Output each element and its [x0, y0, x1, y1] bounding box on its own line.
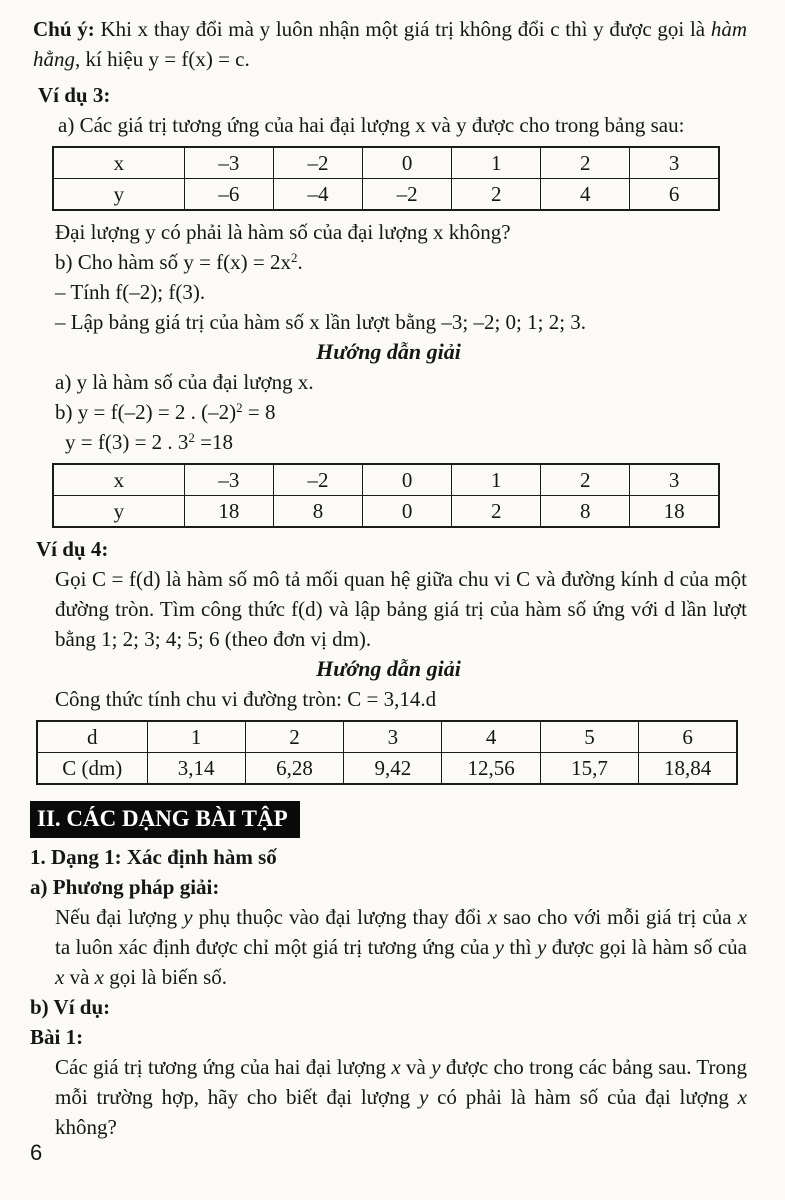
table-cell: 6,28	[245, 753, 343, 785]
note-paragraph: Chú ý: Khi x thay đổi mà y luôn nhận một giá trị không đổi c thì y được gọi là hàm hằng, kí hiệu y = f(x) = c.	[33, 17, 747, 71]
example3-question: Đại lượng y có phải là hàm số của đại lượng x không?	[55, 220, 511, 244]
method-paragraph: Nếu đại lượng y phụ thuộc vào đại lượng thay đổi x sao cho với mỗi giá trị của x ta luôn xác định được chỉ một giá trị tương ứng của y thì y được gọi là hàm số của x và x gọi là biến số.	[55, 905, 747, 989]
bai1-heading: Bài 1:	[30, 1025, 84, 1049]
solution-a: a) y là hàm số của đại lượng x.	[55, 370, 314, 394]
table-row	[53, 179, 719, 211]
table-cell: x	[53, 147, 184, 179]
table-cell: 2	[541, 147, 630, 179]
table-cell: 3	[344, 721, 442, 753]
table-xy-given	[52, 146, 720, 211]
table-row	[37, 753, 737, 785]
table-cell: 8	[541, 496, 630, 528]
page-number: 6	[30, 1140, 43, 1165]
table-cell: –3	[184, 464, 273, 496]
table-cell: –4	[273, 179, 362, 211]
table-cell: C (dm)	[37, 753, 147, 785]
solution-heading-2: Hướng dẫn giải	[316, 656, 461, 681]
table-d-c	[36, 720, 738, 785]
table-cell: 18	[630, 496, 719, 528]
table-cell: –6	[184, 179, 273, 211]
example3-part-b: b) Cho hàm số $y = f(x) = 2x^2$.	[55, 250, 303, 274]
example4-body: Gọi C = f(d) là hàm số mô tả mối quan hệ giữa chu vi C và đường kính d của một đường tròn. Tìm công thức f(d) và lập bảng giá trị của hàm số ứng với d lần lượt bằng 1; 2; 3; 4; 5; 6 (theo đơn vị dm).	[55, 567, 747, 651]
table-cell: 1	[147, 721, 245, 753]
table-cell: 2	[541, 464, 630, 496]
circumference-formula: Công thức tính chu vi đường tròn: C = 3,14.d	[55, 687, 437, 711]
table-cell: 6	[630, 179, 719, 211]
table-cell: x	[53, 464, 184, 496]
table-cell: 0	[363, 147, 452, 179]
table-cell: 4	[442, 721, 540, 753]
table-cell: 2	[245, 721, 343, 753]
table-cell: –2	[363, 179, 452, 211]
example3-task-1: – Tính f(–2); f(3).	[55, 280, 206, 304]
solution-b-line2: y = f(3) = 2 . $3^2 =18$	[65, 430, 234, 454]
table-xy-result	[52, 463, 720, 528]
table-cell: 1	[452, 147, 541, 179]
table-cell: 3	[630, 464, 719, 496]
table-row	[53, 496, 719, 528]
example3-heading: Ví dụ 3:	[38, 83, 111, 107]
table-cell: 6	[639, 721, 737, 753]
table-cell: 3,14	[147, 753, 245, 785]
table-cell: y	[53, 179, 184, 211]
example3-task-2: – Lập bảng giá trị của hàm số x lần lượt bằng –3; –2; 0; 1; 2; 3.	[55, 310, 587, 334]
table-cell: 9,42	[344, 753, 442, 785]
table-row	[53, 147, 719, 179]
table-cell: 15,7	[540, 753, 638, 785]
table-cell: 4	[541, 179, 630, 211]
example-subheading: b) Ví dụ:	[30, 995, 111, 1019]
table-cell: –2	[273, 147, 362, 179]
table-cell: 18	[184, 496, 273, 528]
table-cell: 0	[363, 496, 452, 528]
solution-b-line1: b) y = f(–2) = 2 . $(-2)^2 = 8$	[55, 400, 276, 424]
table-cell: 2	[452, 496, 541, 528]
example3-intro: a) Các giá trị tương ứng của hai đại lượng x và y được cho trong bảng sau:	[58, 113, 685, 137]
table-cell: 0	[363, 464, 452, 496]
table-row	[53, 464, 719, 496]
table-cell: 2	[452, 179, 541, 211]
bai1-paragraph: Các giá trị tương ứng của hai đại lượng x và y được cho trong các bảng sau. Trong mỗi trường hợp, hãy cho biết đại lượng y có phải là hàm số của đại lượng x không?	[55, 1055, 748, 1139]
table-cell: 1	[452, 464, 541, 496]
table-cell: –2	[273, 464, 362, 496]
section-banner: II. CÁC DẠNG BÀI TẬP	[30, 801, 300, 838]
table-cell: 8	[273, 496, 362, 528]
table-row	[37, 721, 737, 753]
table-cell: 18,84	[639, 753, 737, 785]
table-cell: d	[37, 721, 147, 753]
table-cell: y	[53, 496, 184, 528]
dang1-heading: 1. Dạng 1: Xác định hàm số	[30, 845, 277, 869]
example4-heading: Ví dụ 4:	[36, 537, 109, 561]
table-cell: 3	[630, 147, 719, 179]
table-cell: –3	[184, 147, 273, 179]
table-cell: 12,56	[442, 753, 540, 785]
table-cell: 5	[540, 721, 638, 753]
solution-heading-1: Hướng dẫn giải	[316, 339, 461, 364]
method-heading: a) Phương pháp giải:	[30, 875, 220, 899]
